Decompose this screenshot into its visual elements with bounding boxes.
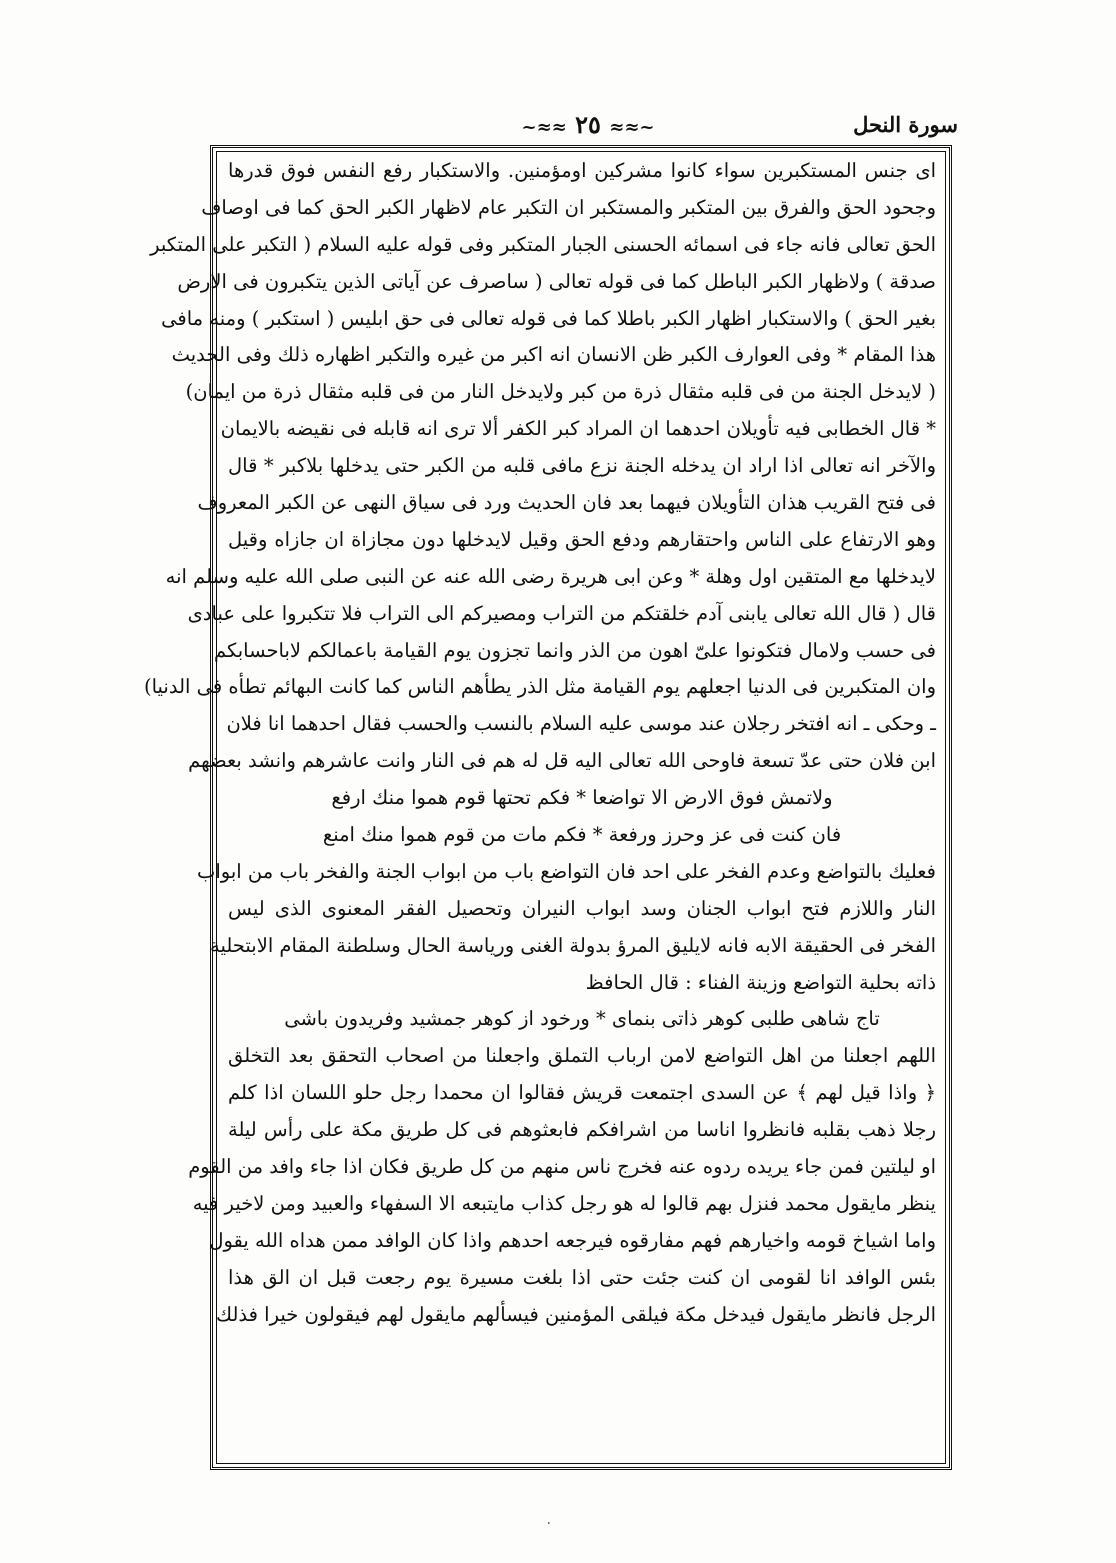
poem-verse: فان كنت فى عز وحرز ورفعة * فكم مات من قوم هموا منك امنع (322, 823, 842, 847)
text-line: او ليلتين فمن جاء يريده ردوه عنه فخرج ناس منهم من كل طريق فكان اذا جاء وافد من القوم (188, 1155, 936, 1179)
text-line: وان المتكبرين فى الدنيا اجعلهم يوم القيامة مثل الذر يطأهم الناس كما كانت البهائم تطأه فى الدنيا) (144, 675, 936, 699)
text-line: وهو الارتفاع على الناس واحتقارهم ودفع الحق وقيل لايدخلها دون مجازاة ان جازاه وقيل (228, 527, 936, 551)
text-line: والآخر انه تعالى اذا اراد ان يدخله الجنة نزع مافى قلبه من الكبر حتى يدخلها بلاكبر * قال (228, 454, 936, 478)
surah-name: سورة النحل (853, 112, 958, 137)
text-line: بئس الوافد انا لقومى ان كنت جئت حتى اذا بلغت مسيرة يوم رجعت قبل ان الق هذا (228, 1265, 936, 1289)
text-line: ﴿ واذا قيل لهم ﴾ عن السدى اجتمعت قريش فقالوا ان محمدا رجل حلو اللسان اذا كلم (228, 1081, 936, 1105)
page-header (218, 110, 958, 144)
text-line: ( لايدخل الجنة من فى قلبه مثقال ذرة من كبر ولايدخل النار من فى قلبه مثقال ذرة من ايمان) (185, 380, 936, 404)
text-line: فى فتح القريب هذان التأويلان فيهما بعد فان الحديث ورد فى سياق النهى عن الكبر المعروف (197, 491, 936, 515)
text-line: النار واللازم فتح ابواب الجنان وسد ابواب النيران وتحصيل الفقر المعنوى الذى ليس (228, 896, 936, 920)
text-line: رجلا ذهب بقلبه فانظروا اناسا من اشرافكم فابعثوهم فى كل طريق مكة على رأس ليلة (228, 1118, 936, 1142)
text-line: الحق تعالى فانه جاء فى اسمائه الحسنى الجبار المتكبر وفى قوله عليه السلام ( التكبر على المتكبر (150, 232, 936, 256)
text-line: * قال الخطابى فيه تأويلان احدهما ان المراد كبر الكفر ألا ترى انه قابله فى نقيضه بالايمان (220, 417, 936, 441)
text-line: لايدخلها مع المتقين اول وهلة * وعن ابى هريرة رضى الله عنه عن النبى صلى الله عليه وسلم انه (165, 564, 936, 588)
footer-mark: ٠ (545, 1515, 553, 1531)
poem-verse: ولاتمش فوق الارض الا تواضعا * فكم تحتها قوم هموا منك ارفع (331, 786, 833, 810)
text-line: الرجل فانظر مايقول فيدخل مكة فيلقى المؤمنين فيسألهم مايقول لهم فيقولون خيرا فذلك (216, 1302, 936, 1326)
text-line: بغير الحق ) والاستكبار اظهار الكبر باطلا كما فى قوله تعالى فى حق ابليس ( استكبر ) ومنه مافى (161, 306, 936, 330)
text-line: فعليك بالتواضع وعدم الفخر على احد فان التواضع باب من ابواب الجنة والفخر باب من ابواب (196, 859, 936, 883)
text-line: ذاته بحلية التواضع وزينة الفناء : قال الحافظ (585, 970, 936, 994)
page-number: ٢٥ (575, 110, 601, 139)
text-line: واما اشياخ قومه واخيارهم فهم مفارقوه فيرجعه احدهم واذا كان الوافد ممن هداه الله يقول (209, 1228, 936, 1252)
text-line: الفخر فى الحقيقة الابه فانه لايليق المرؤ بدولة الغنى ورياسة الحال وسلطنة المقام الابتحلية (210, 933, 936, 957)
text-line: ابن فلان حتى عدّ تسعة فاوحى الله تعالى اليه قل له هم فى النار وانت عاشرهم وانشد بعضهم (188, 749, 936, 773)
text-line: ـ وحكى ـ انه افتخر رجلان عند موسى عليه السلام بالنسب والحسب فقال احدهما انا فلان (226, 712, 936, 736)
text-line: فى حسب ولامال فتكونوا علىّ اهون من الذر وانما تجزون يوم القيامة باعمالكم لاباحسابكم (213, 638, 936, 662)
text-line: ينظر مايقول محمد فنزل بهم قالوا له هو رجل كذاب مايتبعه الا السفهاء والعبيد ومن لاخير فيه (192, 1191, 936, 1215)
ornament-left: ≈≈~ (521, 117, 567, 138)
page-number-block (218, 110, 958, 139)
text-line: قال ( قال الله تعالى يابنى آدم خلقتكم من التراب ومصيركم الى التراب فلا تتكبروا على عبادى (187, 601, 936, 625)
text-line: صدقة ) ولاظهار الكبر الباطل كما فى قوله تعالى ( ساصرف عن آياتى الذين يتكبرون فى الارض (177, 269, 936, 293)
text-line: هذا المقام * وفى العوارف الكبر ظن الانسان انه اكبر من غيره والتكبر اظهاره ذلك وفى الحديث (171, 343, 936, 367)
text-line: اى جنس المستكبرين سواء كانوا مشركين اومؤمنين. والاستكبار رفع النفس فوق قدرها (228, 159, 936, 182)
ornament-right: ~≈≈ (609, 117, 655, 138)
text-line: وجحود الحق والفرق بين المتكبر والمستكبر ان التكبر عام لاظهار الكبر الحق كما فى اوصاف (201, 195, 936, 219)
persian-verse: تاج شاهى طلبى كوهر ذاتى بنماى * ورخود از كوهر جمشيد وفريدون باشى (284, 1007, 880, 1031)
page-body (144, 153, 936, 1334)
text-line: اللهم اجعلنا من اهل التواضع لامن ارباب التملق واجعلنا من اصحاب التحقق بعد التخلق (228, 1044, 936, 1068)
